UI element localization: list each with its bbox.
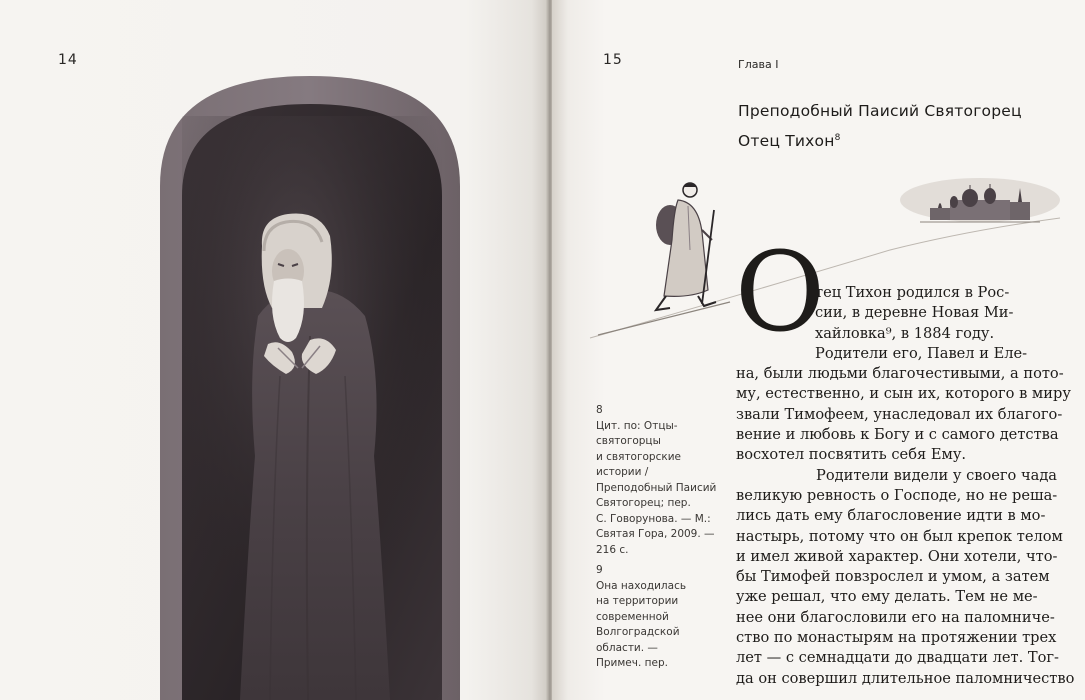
footnote-line: Цит. по: Отцы- [596, 419, 678, 432]
page-number-right: 15 [603, 52, 623, 68]
footnote-line: Преподобный Паисий [596, 481, 717, 494]
footnote-line: Святогорец; пер. [596, 497, 691, 509]
body-line: Родители его, Павел и Еле- [815, 344, 1028, 362]
body-line: настырь, потому что он был крепок телом [736, 527, 1063, 545]
chapter-label: Глава I [738, 58, 779, 71]
body-line: лись дать ему благословение идти в мо- [736, 507, 1046, 525]
body-line: восхотел посвятить себя Ему. [736, 446, 967, 464]
footnote-line: С. Говорунова. — М.: [596, 512, 711, 525]
monk-illustration [160, 76, 460, 700]
body-line: сии, в деревне Новая Ми- [815, 304, 1014, 322]
body-line: лет — с семнадцати до двадцати лет. Тог- [736, 649, 1059, 667]
footnote-line: Волгоградской [596, 626, 680, 638]
title-footnote-mark: 8 [834, 133, 841, 143]
page-number-left: 14 [58, 52, 78, 68]
footnote-line: и святогорские [596, 450, 681, 463]
footnote-line: Она находилась [596, 579, 687, 592]
title-line-2: Отец Тихон [738, 132, 835, 151]
drop-cap-letter: О [734, 244, 826, 342]
body-line: великую ревность о Господе, но не реша- [736, 486, 1058, 504]
body-line: уже решал, что ему делать. Тем не ме- [736, 588, 1038, 606]
body-line: да он совершил длительное паломничество [736, 669, 1075, 687]
body-line: на, были людьми благочестивыми, а пото- [736, 365, 1064, 383]
body-line: ство по монастырям на протяжении трех [736, 629, 1057, 647]
body-line: и имел живой характер. Они хотели, что- [736, 547, 1058, 565]
body-line: Родители видели у своего чада [816, 466, 1058, 484]
footnote-line: святогорцы [596, 435, 661, 447]
footnote-8 [596, 403, 716, 558]
footnote-line: Святая Гора, 2009. — [596, 528, 715, 540]
footnote-line: 216 с. [596, 543, 629, 556]
footnote-line: истории / [596, 466, 649, 478]
footnote-number: 8 [596, 404, 603, 416]
body-text [736, 283, 1075, 689]
body-line: звали Тимофеем, унаследовал их благого- [736, 405, 1063, 423]
body-line: хайловка⁹, в 1884 году. [815, 324, 995, 342]
body-line: бы Тимофей повзрослел и умом, а затем [736, 568, 1050, 586]
body-line: вение и любовь к Богу и с самого детства [736, 426, 1059, 444]
footnote-line: Примеч. пер. [596, 657, 668, 669]
footnote-line: современной [596, 610, 669, 623]
title-line-1: Преподобный Паисий Святогорец [738, 102, 1022, 120]
body-line: тец Тихон родился в Рос- [815, 284, 1010, 301]
footnote-line: на территории [596, 595, 679, 607]
footnote-line: области. — [596, 641, 658, 654]
footnote-number: 9 [596, 564, 603, 576]
section-title [738, 98, 1058, 155]
footnote-9 [596, 563, 686, 672]
body-line: му, естественно, и сын их, которого в миру [736, 385, 1071, 403]
body-line: нее они благословили его на паломниче- [736, 608, 1055, 626]
